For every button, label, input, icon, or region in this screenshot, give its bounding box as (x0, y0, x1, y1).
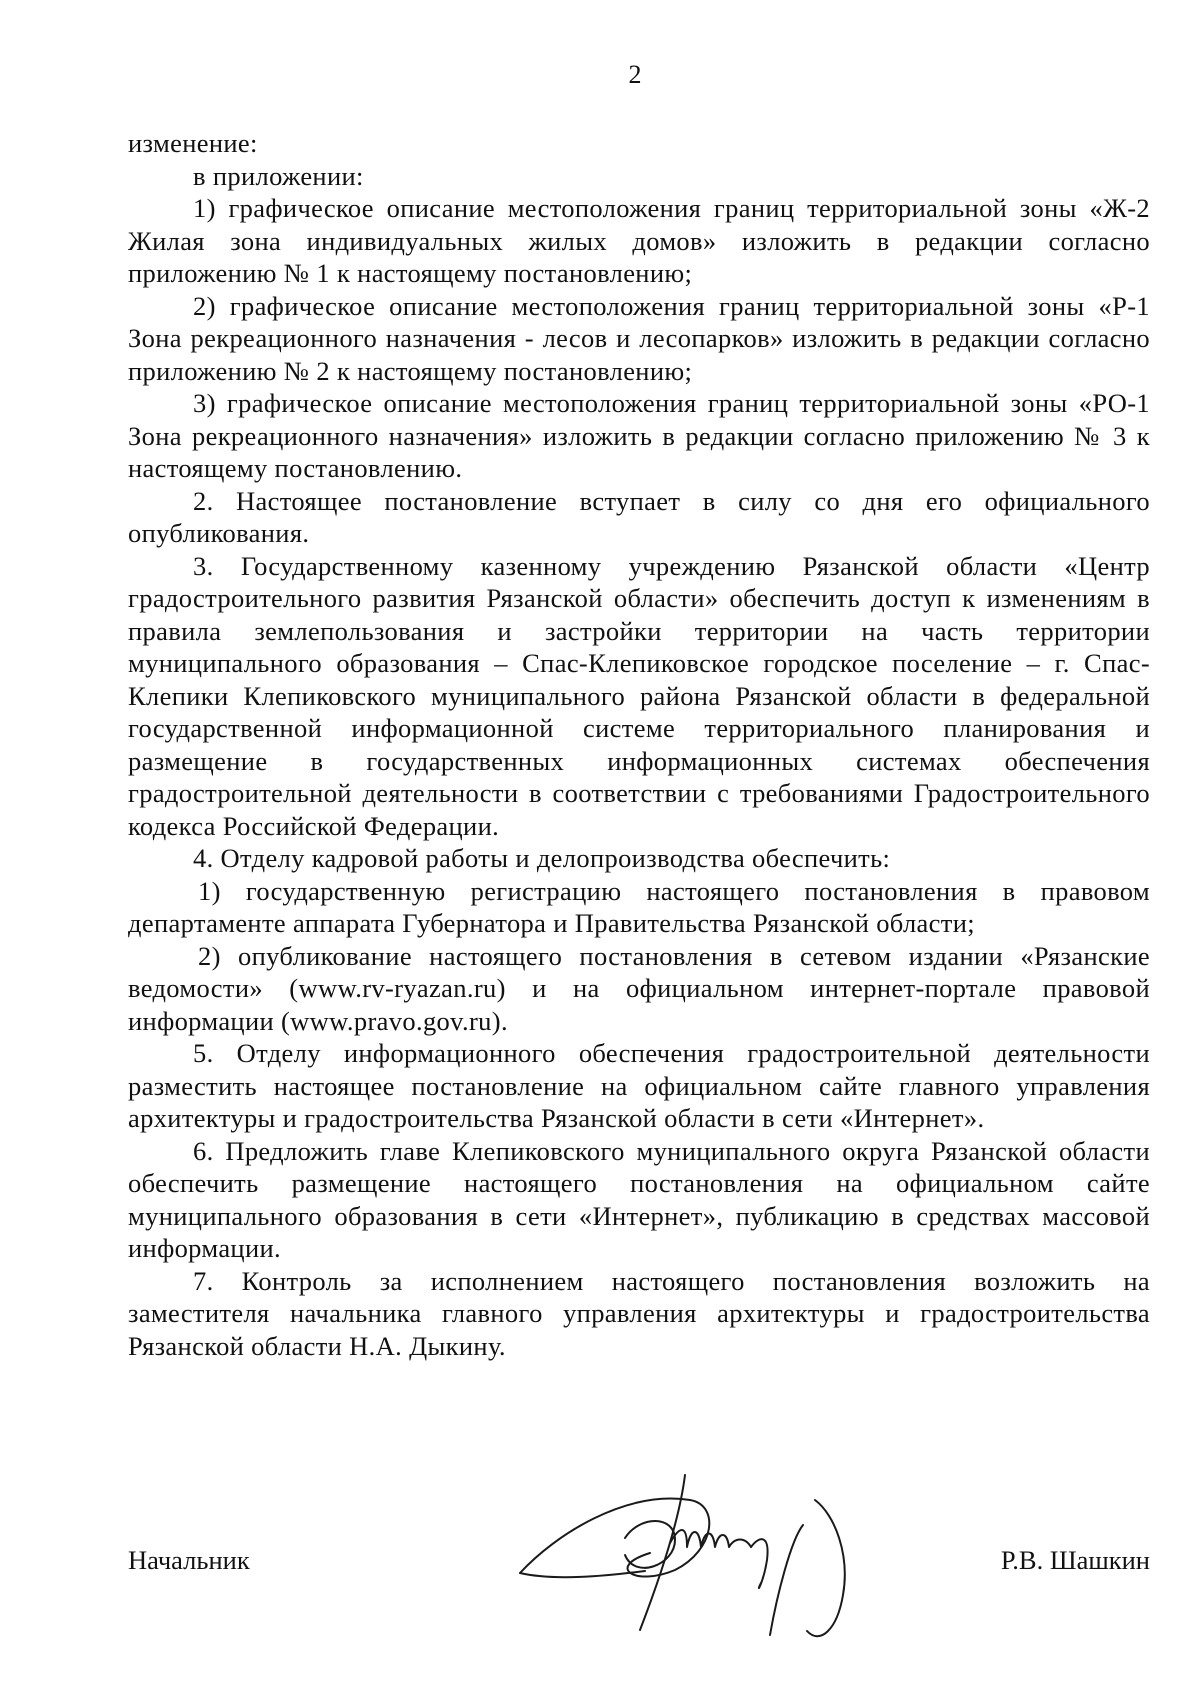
list-item: 1) государственную регистрацию настоящего постановления в правовом департаменте аппарата Губернатора и Правительства Рязанской области; (128, 875, 1150, 938)
signatory-position: Начальник (128, 1545, 250, 1575)
numbered-clause: 6. Предложить главе Клепиковского муниципального округа Рязанской области обеспечить размещение настоящего постановления на официальном сайте муниципального образования в сети «Интернет», публикацию в средствах массовой информации. (128, 1135, 1150, 1263)
signatory-name: Р.В. Шашкин (1000, 1545, 1150, 1575)
list-item: 2) графическое описание местоположения границ территориальной зоны «Р-1 Зона рекреационного назначения - лесов и лесопарков» изложить в редакции согласно приложению № 2 к настоящему постановлению; (128, 290, 1150, 386)
numbered-clause: 4. Отделу кадровой работы и делопроизводства обеспечить: (193, 843, 891, 873)
paragraph: в приложении: (193, 160, 364, 191)
list-item: 1) графическое описание местоположения границ территориальной зоны «Ж-2 Жилая зона индивидуальных жилых домов» изложить в редакции согласно приложению № 1 к настоящему постановлению; (128, 193, 1150, 288)
list-item: 3) графическое описание местоположения границ территориальной зоны «РО-1 Зона рекреационного назначения» изложить в редакции согласно приложению № 3 к настоящему постановлению. (128, 388, 1150, 483)
document-body (128, 127, 1150, 1362)
page-number: 2 (628, 60, 642, 89)
handwritten-signature (515, 1455, 895, 1655)
numbered-clause: 5. Отделу информационного обеспечения градостроительной деятельности разместить настоящее постановление на официальном сайте главного управления архитектуры и градостроительства Рязанской области в сети «Интернет». (128, 1038, 1150, 1133)
numbered-clause: 7. Контроль за исполнением настоящего постановления возложить на заместителя начальника главного управления архитектуры и градостроительства Рязанской области Н.А. Дыкину. (128, 1265, 1150, 1361)
list-item: 2) опубликование настоящего постановления в сетевом издании «Рязанские ведомости» (www.rv-ryazan.ru) и на официальном интернет-портале правовой информации (www.pravo.gov.ru). (128, 940, 1150, 1036)
numbered-clause: 3. Государственному казенному учреждению Рязанской области «Центр градостроительного развития Рязанской области» обеспечить доступ к изменениям в правила землепользования и застройки территории на часть территории муниципального образования – Спас-Клепиковское городское поселение – г. Спас-Клепики Клепиковского муниципального района Рязанской области в федеральной государственной информационной системе территориального планирования и размещение в государственных информационных системах обеспечения градостроительной деятельности в соответствии с требованиями Градостроительного кодекса Российской Федерации. (128, 550, 1150, 841)
numbered-clause: 2. Настоящее постановление вступает в силу со дня его официального опубликования. (128, 485, 1150, 548)
paragraph: изменение: (128, 128, 258, 158)
